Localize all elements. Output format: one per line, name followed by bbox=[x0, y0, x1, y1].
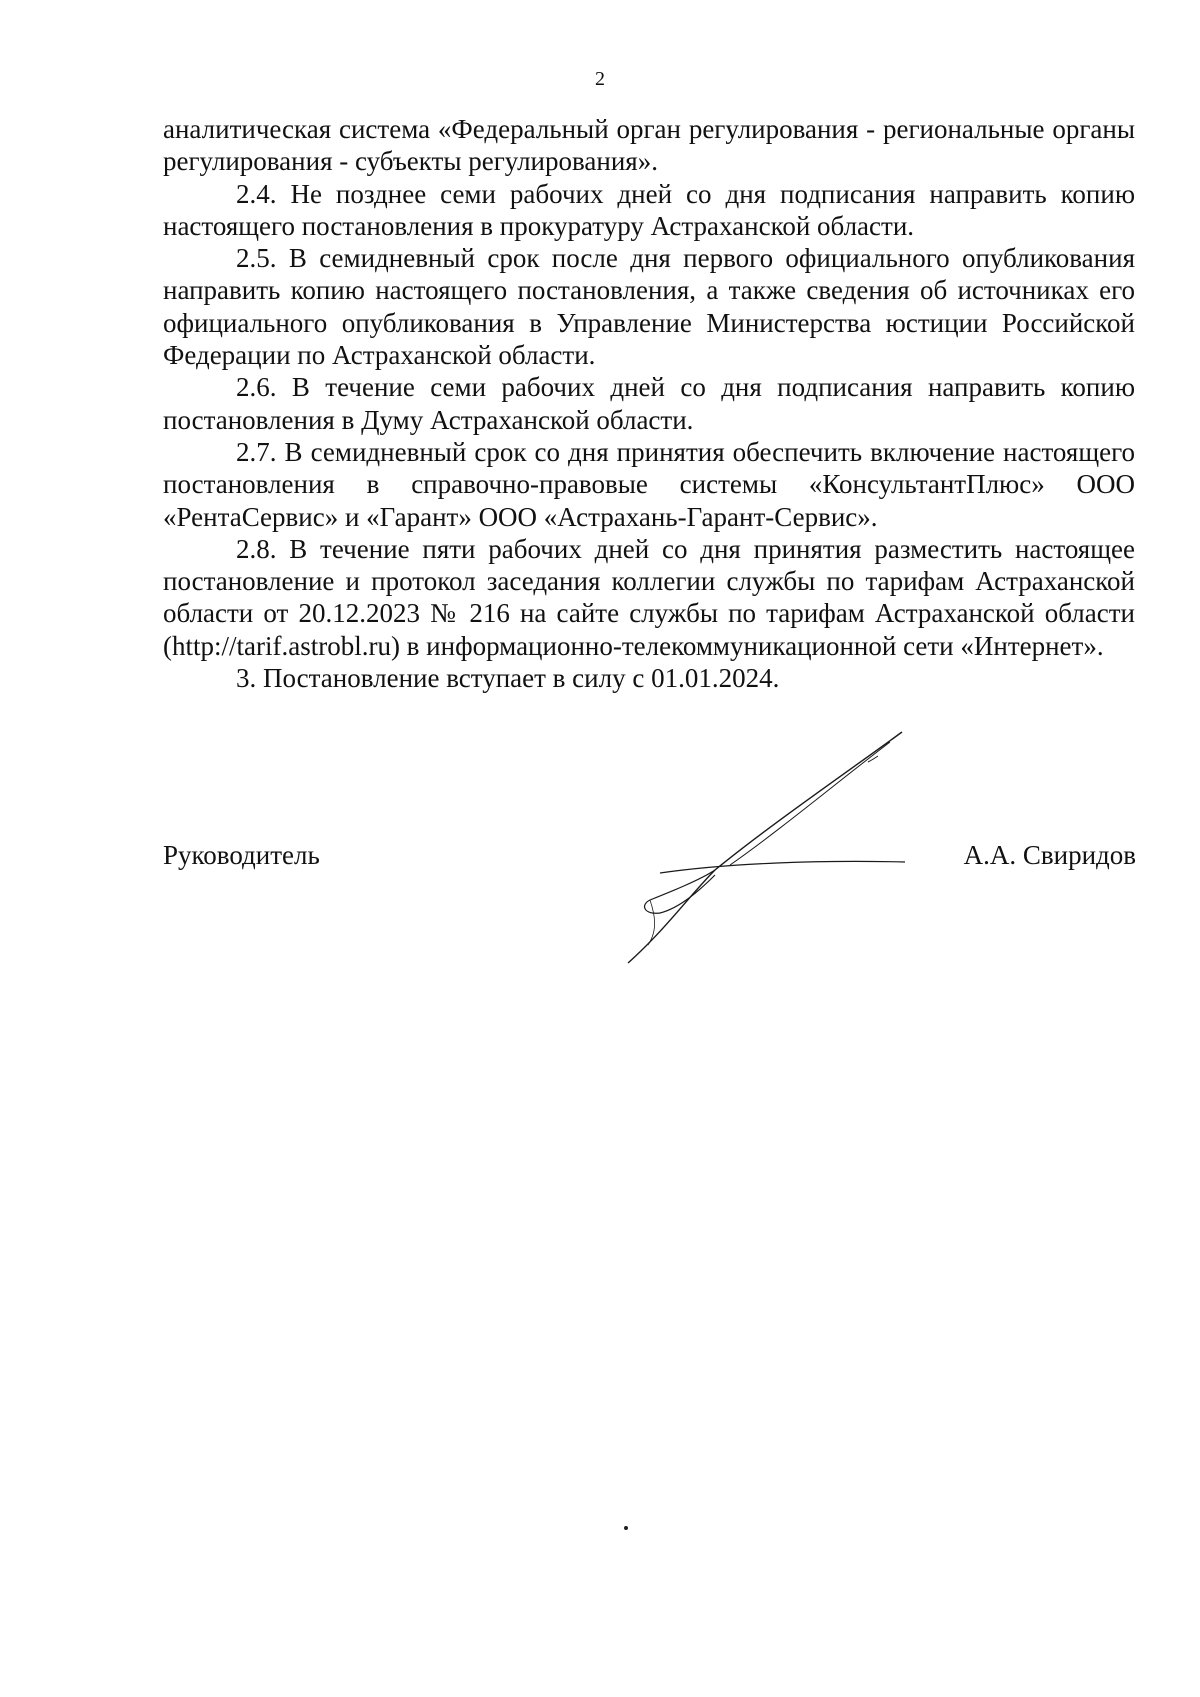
signatory-name: А.А. Свиридов bbox=[963, 840, 1136, 870]
paragraph-2-8: 2.8. В течение пяти рабочих дней со дня принятия разместить настоящее постановление и протокол заседания коллегии службы по тарифам Астраханской области от 20.12.2023 № 216 на сайте службы по тарифам Астраханской области (http://tarif.astrobl.ru) в информационно-телекоммуникационной сети «Интернет». bbox=[163, 533, 1135, 661]
paragraph-2-7: 2.7. В семидневный срок со дня принятия обеспечить включение настоящего постановления в справочно-правовые системы «КонсультантПлюс» ООО «РентаСервис» и «Гарант» ООО «Астрахань-Гарант-Сервис». bbox=[163, 436, 1135, 532]
paragraph-2-3-continuation: аналитическая система «Федеральный орган регулирования - региональные органы регулирования - субъекты регулирования». bbox=[163, 114, 1135, 177]
paragraph-2-6: 2.6. В течение семи рабочих дней со дня подписания направить копию постановления в Думу Астраханской области. bbox=[163, 372, 1135, 435]
scan-speck bbox=[624, 1526, 628, 1530]
paragraph-3: 3. Постановление вступает в силу с 01.01.2024. bbox=[236, 663, 780, 694]
handwritten-signature bbox=[620, 730, 910, 965]
paragraph-2-5: 2.5. В семидневный срок после дня первого официального опубликования направить копию настоящего постановления, а также сведения об источниках его официального опубликования в Управление Министерства юстиции Российской Федерации по Астраханской области. bbox=[163, 243, 1135, 371]
paragraph-2-4: 2.4. Не позднее семи рабочих дней со дня подписания направить копию настоящего постановления в прокуратуру Астраханской области. bbox=[163, 178, 1135, 241]
document-body bbox=[163, 113, 1135, 694]
signatory-role: Руководитель bbox=[163, 840, 320, 870]
page-number: 2 bbox=[595, 68, 605, 90]
